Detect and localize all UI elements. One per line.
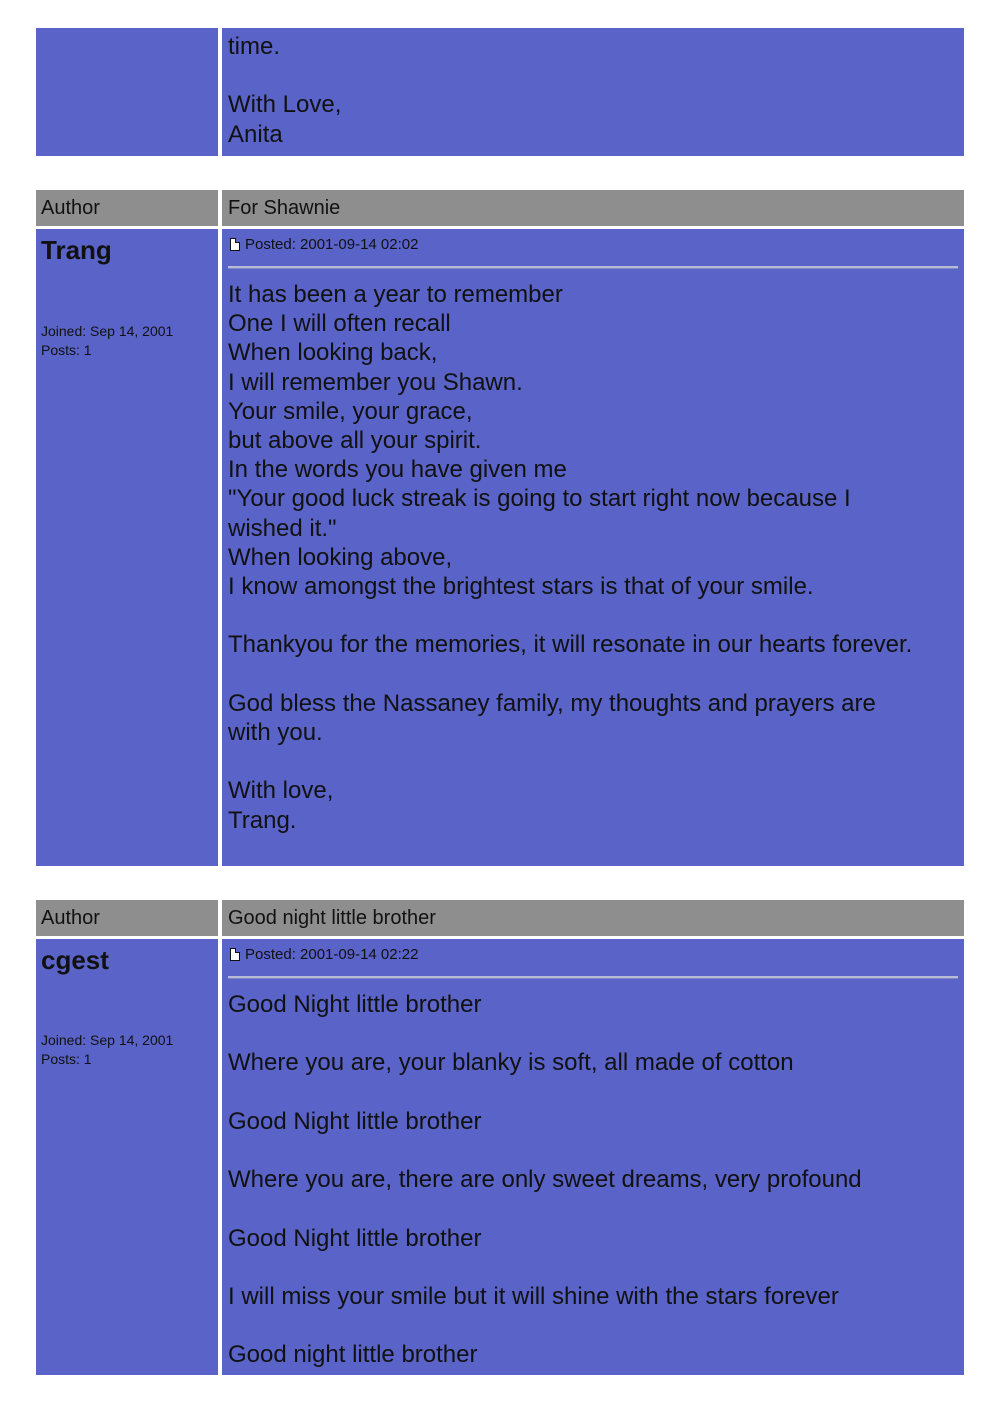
- author-username[interactable]: cgest: [41, 945, 109, 975]
- joined-date: Joined: Sep 14, 2001: [41, 323, 174, 339]
- post-body-cell: [222, 229, 964, 866]
- post-body: [228, 990, 960, 1370]
- post-count: Posts: 1: [41, 1051, 92, 1067]
- posted-date: Posted: 2001-09-14 02:22: [245, 946, 419, 963]
- post-document-icon[interactable]: [230, 238, 240, 251]
- post-line: but above all your spirit.: [228, 427, 482, 455]
- post-line: God bless the Nassaney family, my thoughts and prayers are: [228, 689, 876, 717]
- post-line: When looking above,: [228, 543, 453, 571]
- post-line: I will miss your smile but it will shine with the stars forever: [228, 1282, 839, 1310]
- post-line: Where you are, there are only sweet dreams, very profound: [228, 1166, 862, 1194]
- post-line: Thankyou for the memories, it will resonate in our hearts forever.: [228, 631, 913, 659]
- author-cell: [36, 28, 218, 156]
- joined-date: Joined: Sep 14, 2001: [41, 1032, 174, 1048]
- post-line: When looking back,: [228, 339, 438, 367]
- author-header: Author: [36, 190, 218, 226]
- post-document-icon[interactable]: [230, 948, 240, 961]
- post-line: wished it.": [228, 514, 337, 542]
- post-body-cell: [222, 939, 964, 1375]
- post-timestamp: [230, 236, 418, 253]
- post-line: Anita: [228, 120, 283, 148]
- post-line: One I will often recall: [228, 310, 451, 338]
- post-count: Posts: 1: [41, 342, 92, 358]
- post-continuation: [36, 28, 964, 156]
- post-line: It has been a year to remember: [228, 281, 563, 308]
- post-subject: Good night little brother: [222, 900, 964, 936]
- post-line: time.: [228, 33, 281, 60]
- post-body: [228, 280, 960, 835]
- post-line: I will remember you Shawn.: [228, 368, 523, 396]
- author-header: Author: [36, 900, 218, 936]
- post-subject: For Shawnie: [222, 190, 964, 226]
- post-divider: [228, 266, 958, 269]
- post-line: Your smile, your grace,: [228, 397, 473, 425]
- post-body: [228, 32, 960, 149]
- author-meta: [41, 1031, 173, 1069]
- post-body-cell: [222, 28, 964, 156]
- post-line: Good Night little brother: [228, 1224, 482, 1252]
- forum-post: [36, 900, 964, 1375]
- post-line: With Love,: [228, 91, 342, 119]
- post-line: Trang.: [228, 806, 297, 834]
- post-line: Good Night little brother: [228, 991, 482, 1018]
- post-line: "Your good luck streak is going to start right now because I: [228, 485, 851, 513]
- post-line: In the words you have given me: [228, 456, 567, 484]
- forum-post: [36, 190, 964, 866]
- author-cell: [36, 939, 218, 1375]
- post-line: I know amongst the brightest stars is that of your smile.: [228, 573, 814, 601]
- post-line: Good Night little brother: [228, 1107, 482, 1135]
- posted-date: Posted: 2001-09-14 02:02: [245, 236, 419, 253]
- author-username[interactable]: Trang: [41, 235, 112, 265]
- post-line: with you.: [228, 719, 323, 747]
- author-meta: [41, 322, 173, 360]
- post-divider: [228, 976, 958, 979]
- post-header-row: [36, 900, 964, 936]
- author-cell: [36, 229, 218, 866]
- post-line: Where you are, your blanky is soft, all made of cotton: [228, 1049, 794, 1077]
- post-timestamp: [230, 946, 418, 963]
- post-line: With love,: [228, 777, 334, 805]
- post-line: Good night little brother: [228, 1341, 478, 1369]
- post-header-row: [36, 190, 964, 226]
